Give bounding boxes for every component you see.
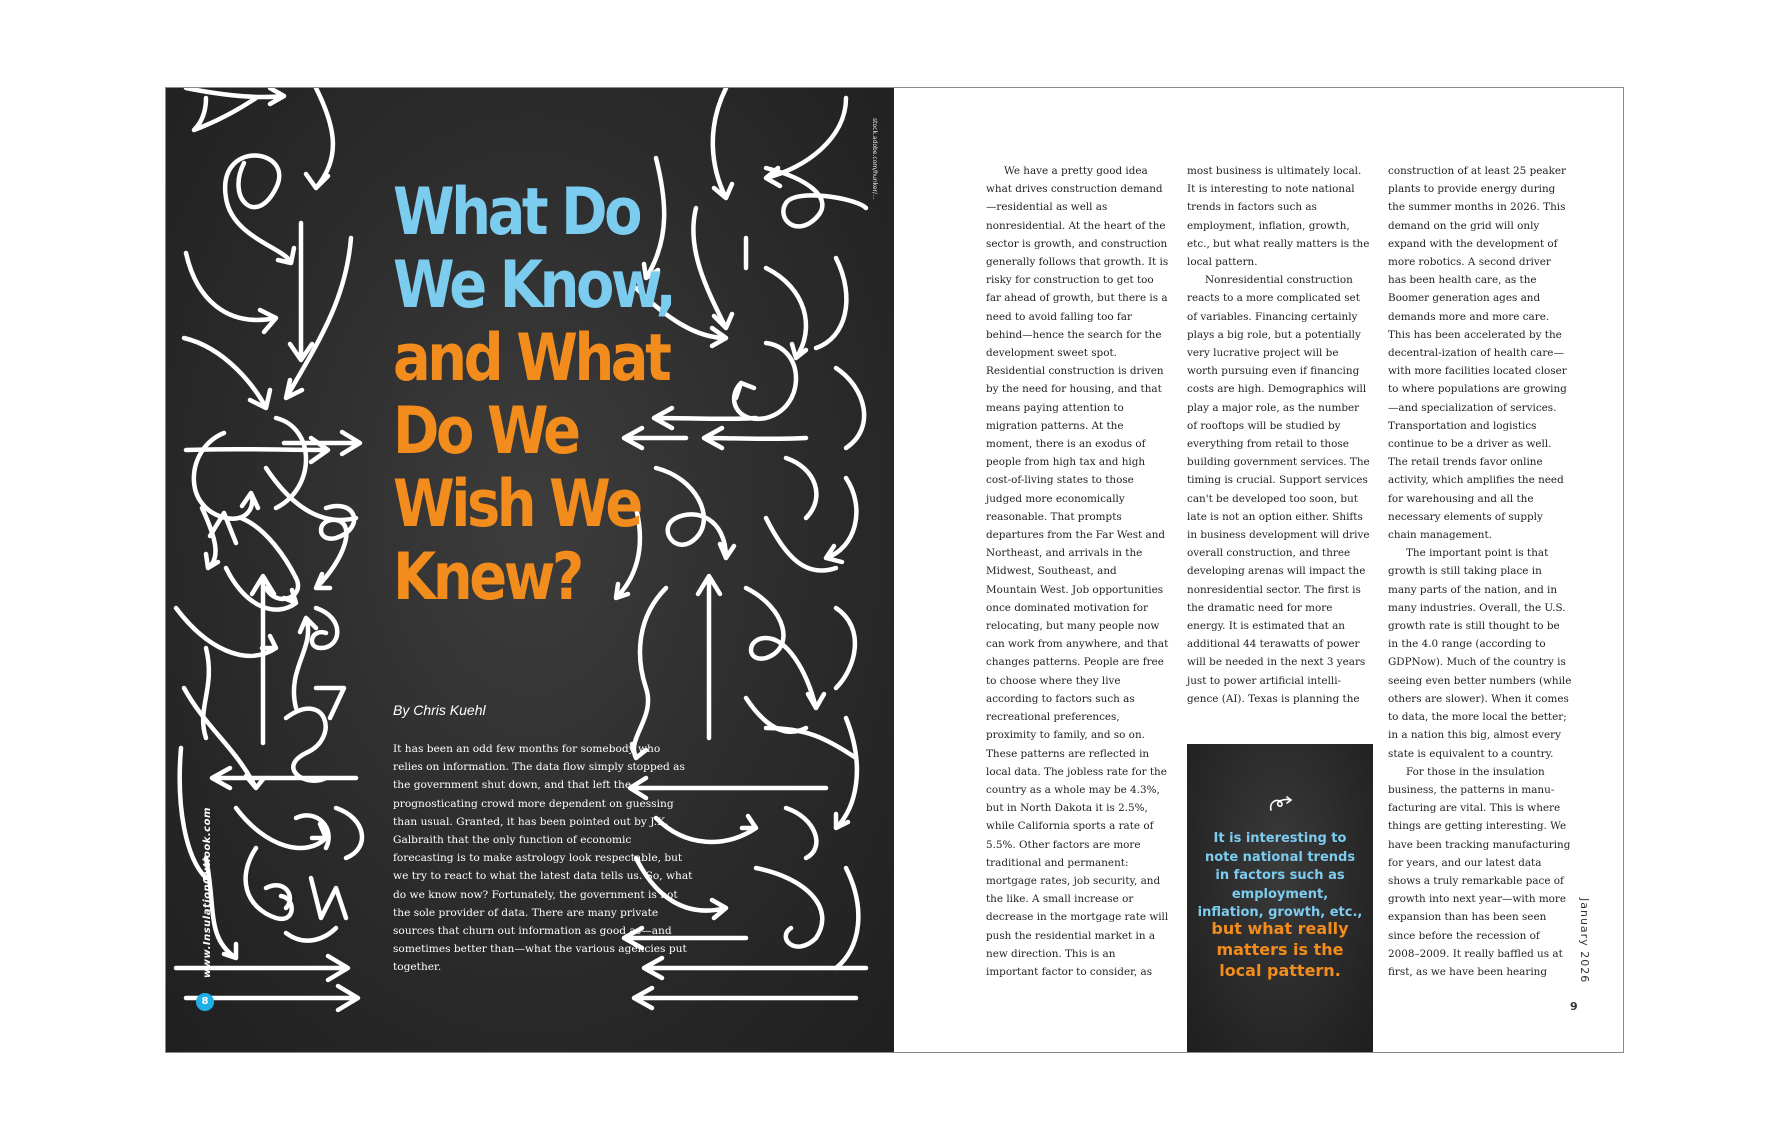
website-url: www.InsulationOutlook.com [202, 807, 213, 978]
text-column-3 [1388, 162, 1572, 981]
column-3-paragraph-1: construction of at least 25 peaker plants to provide energy during the summer months in 2026. This demand on the grid will only expand with the development of more robotics. A second driver has been health care, as the Boomer generation ages and demands more and more care. This has been accelerated by the decentral-ization of health care—with more facilities located closer to where populations are growing—and specialization of services. Transportation and logistics continue to be a driver as well. The retail trends favor online activity, which amplifies the need for warehousing and all the necessary elements of supply chain management. [1388, 165, 1567, 542]
page-number-right: 9 [1570, 1000, 1578, 1013]
byline: By Chris Kuehl [393, 702, 486, 718]
headline-line-6: Knew? [393, 540, 581, 615]
pull-quote-orange-text: but what really matters is the local pattern. [1211, 919, 1349, 980]
page-number-left: 8 [196, 993, 214, 1011]
headline-line-2: We Know, [393, 248, 674, 323]
column-3-paragraph-3: For those in the insulation business, the patterns in manu-facturing are vital. This is where things are getting interesting. We have been tracking manufacturing for years, and our latest data shows a truly remarkable pace of growth into next year—with more expansion than has been seen since before the recession of 2008–2009. It really baffled us at first, as we have been hearing [1388, 765, 1571, 978]
article-headline [393, 176, 806, 614]
intro-paragraph: It has been an odd few months for somebody who relies on information. The data flow simply stopped as the government shut down, and that left the prognosticating crowd more dependent on guessing than usual. Granted, it has been pointed out by J.K. Galbraith that the only function of economic forecasting is to make astrology look respectable, but we try to react to what the latest data tells us. So, what do we know now? Fortunately, the government is not the sole provider of data. There are many private sources that churn out information as good as—and sometimes better than—what the various agencies put together. [393, 743, 693, 974]
photo-credit: stock.adobe.com/hunker/... [871, 118, 878, 200]
left-page [166, 88, 894, 1052]
magazine-spread [165, 87, 1624, 1053]
squiggle-arrow-icon [1267, 794, 1295, 814]
column-2-paragraph-2: Nonresidential construction reacts to a more complicated set of variables. Financing certainly plays a big role, but a potentially very lucrative project will be worth pursuing even if financing costs are high. Demographics will play a major role, as the number of rooftops will be studied by everything from retail to those building government services. The timing is crucial. Support services can't be developed too soon, but late is not an option either. Shifts in business development will drive overall construction, and three developing arenas will impact the nonresidential sector. The first is the dramatic need for more energy. It is estimated that an additional 44 terawatts of power will be needed in the next 3 years just to power artificial intelli-gence (AI). Texas is planning the [1187, 274, 1370, 705]
headline-line-4: Do We [393, 394, 578, 469]
headline-line-1: What Do [393, 175, 640, 250]
column-3-paragraph-2: The important point is that growth is still taking place in many parts of the nation, and in many industries. Overall, the U.S. growth rate is still thought to be in the 4.0 range (according to GDPNow). Much of the country is seeing even better numbers (while others are slower). When it comes to data, the more local the better; in a nation this big, almost every state is equivalent to a country. [1388, 547, 1572, 760]
column-1-paragraph-1: We have a pretty good idea what drives construction demand—residential as well as nonresidential. At the heart of the sector is growth, and construction generally follows that growth. It is risky for construction to get too far ahead of growth, but there is a need to avoid falling too far behind—hence the search for the development sweet spot. Residential construction is driven by the need for housing, and that means paying attention to migration patterns. At the moment, there is an exodus of people from high tax and high cost-of-living states to those judged more economically reasonable. That prompts departures from the Far West and Northeast, and arrivals in the Midwest, Southeast, and Mountain West. Job opportunities once dominated motivation for relocating, but many people now can work from anywhere, and that changes patterns. People are free to choose where they live according to factors such as recreational preferences, proximity to family, and so on. These patterns are reflected in local data. The jobless rate for the country as a whole may be 4.3%, but in North Dakota it is 2.5%, while California sports a rate of 5.5%. Other factors are more traditional and permanent: mortgage rates, job security, and the like. A small increase or decrease in the mortgage rate will push the residential market in a new direction. This is an important factor to consider, as [986, 165, 1169, 978]
pull-quote [1187, 744, 1373, 1052]
pull-quote-blue-text: It is interesting to note national trends in factors such as employment, inflation, growth, etc., [1197, 831, 1363, 920]
right-page [894, 88, 1623, 1052]
headline-line-5: Wish We [393, 467, 640, 542]
headline-line-3: and What [393, 321, 669, 396]
text-column-1 [986, 162, 1170, 981]
column-2-paragraph-1: most business is ultimately local. It is interesting to note national trends in factors such as employment, inflation, growth, etc., but what really matters is the local pattern. [1187, 165, 1370, 269]
issue-date: January 2026 [1578, 898, 1591, 984]
text-column-2 [1187, 162, 1371, 708]
